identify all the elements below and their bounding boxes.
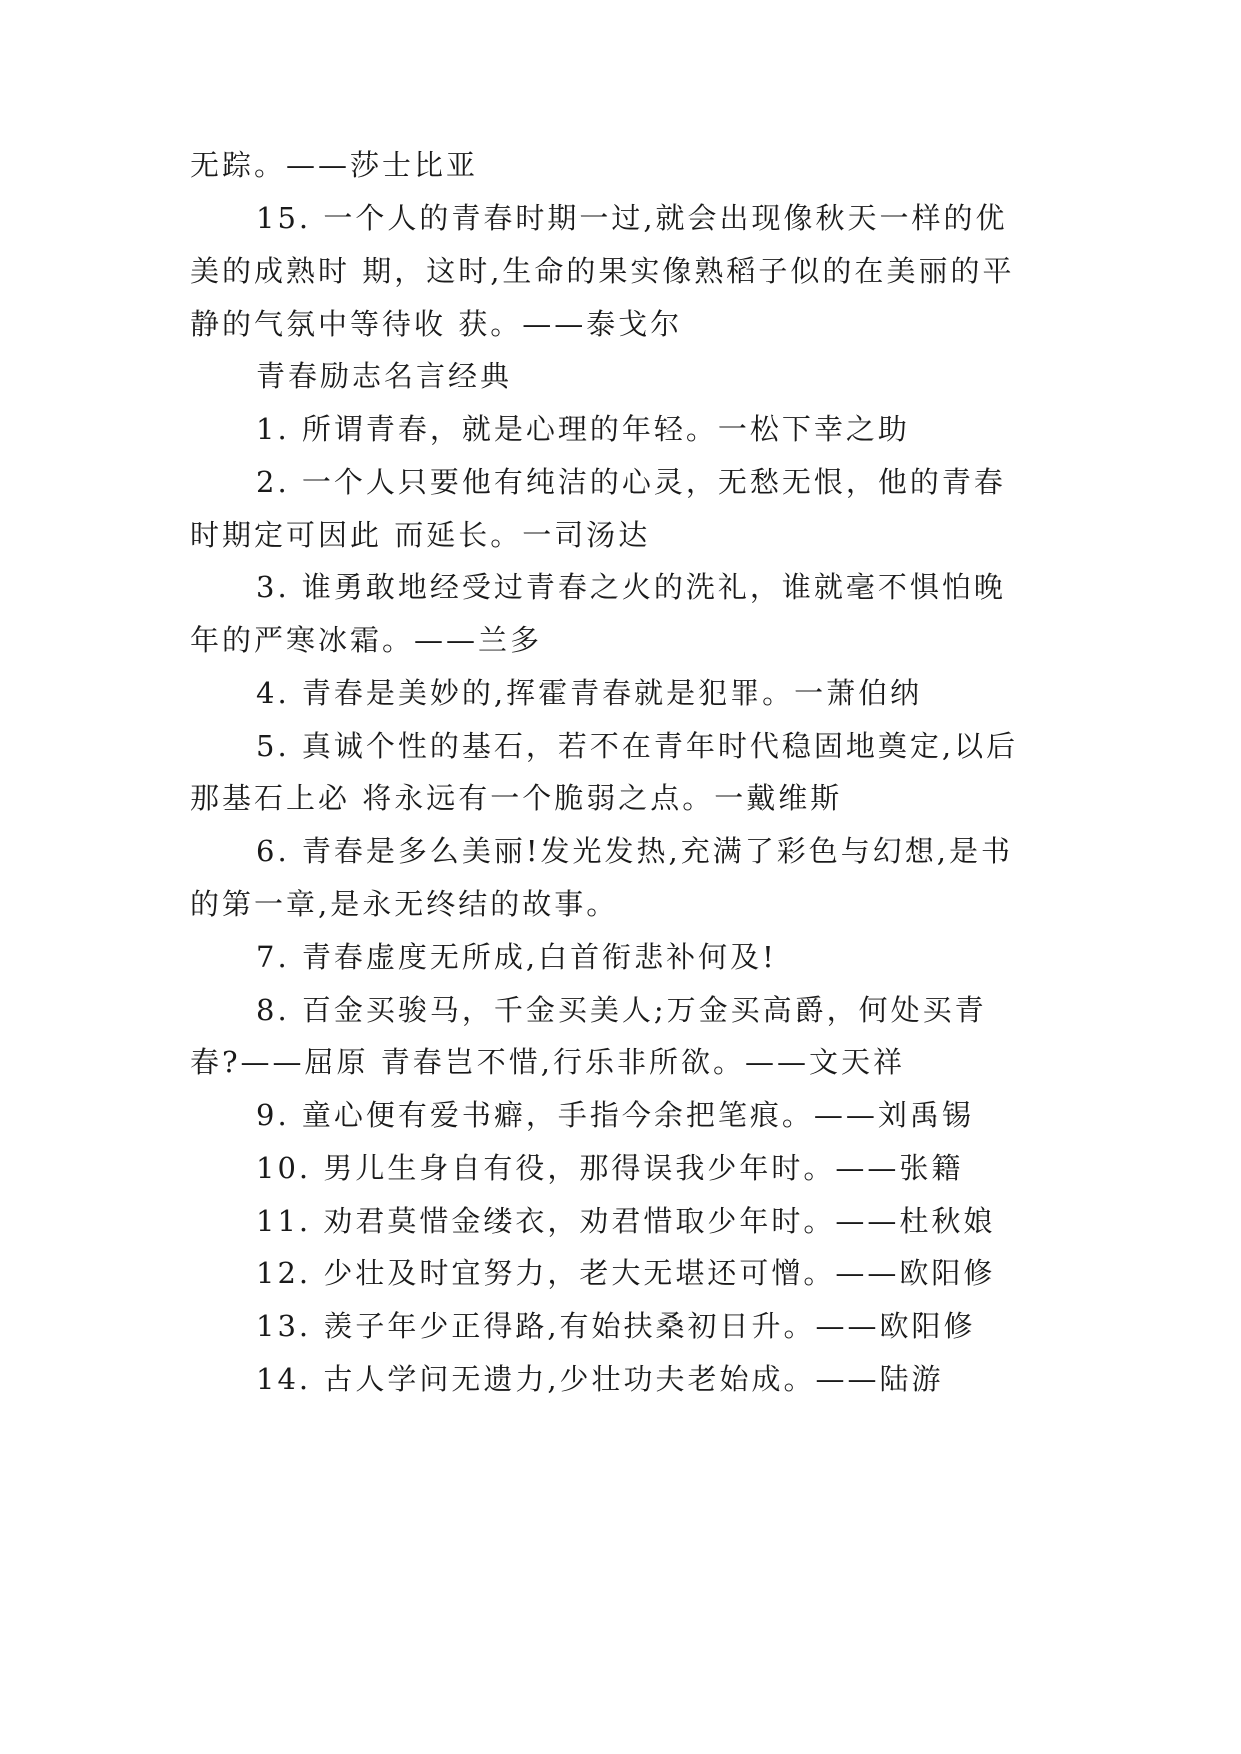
text-line: 4. 青春是美妙的,挥霍青春就是犯罪。一萧伯纳 bbox=[256, 676, 923, 710]
text-line: 9. 童心便有爱书癖，手指今余把笔痕。——刘禹锡 bbox=[256, 1098, 974, 1132]
text-line: 年的严寒冰霜。——兰多 bbox=[190, 623, 543, 657]
text-line: 时期定可因此 而延长。一司汤达 bbox=[190, 518, 651, 552]
text-line: 14. 古人学问无遗力,少壮功夫老始成。——陆游 bbox=[256, 1362, 944, 1396]
text-line: 12. 少壮及时宜努力，老大无堪还可憎。——欧阳修 bbox=[256, 1256, 996, 1290]
text-line: 15. 一个人的青春时期一过,就会出现像秋天一样的优 bbox=[256, 201, 1008, 235]
text-line: 5. 真诚个性的基石，若不在青年时代稳固地奠定,以后 bbox=[256, 729, 1019, 763]
text-line: 美的成熟时 期，这时,生命的果实像熟稻子似的在美丽的平 bbox=[190, 254, 1015, 288]
text-line: 3. 谁勇敢地经受过青春之火的洗礼，谁就毫不惧怕晚 bbox=[256, 570, 1006, 604]
text-line: 7. 青春虚度无所成,白首衔悲补何及! bbox=[256, 940, 777, 974]
text-line: 6. 青春是多么美丽!发光发热,充满了彩色与幻想,是书 bbox=[256, 834, 1013, 868]
text-line: 无踪。——莎士比亚 bbox=[190, 148, 479, 182]
text-line: 11. 劝君莫惜金缕衣，劝君惜取少年时。——杜秋娘 bbox=[256, 1204, 996, 1238]
section-heading: 青春励志名言经典 bbox=[256, 359, 513, 393]
text-line: 春?——屈原 青春岂不惜,行乐非所欲。——文天祥 bbox=[190, 1045, 905, 1079]
text-line: 10. 男儿生身自有役，那得误我少年时。——张籍 bbox=[256, 1151, 964, 1185]
text-line: 1. 所谓青春，就是心理的年轻。一松下幸之助 bbox=[256, 412, 910, 446]
text-line: 8. 百金买骏马，千金买美人;万金买高爵，何处买青 bbox=[256, 993, 987, 1027]
text-line: 那基石上必 将永远有一个脆弱之点。一戴维斯 bbox=[190, 781, 843, 815]
text-line: 的第一章,是永无终结的故事。 bbox=[190, 887, 619, 921]
text-line: 静的气氛中等待收 获。——泰戈尔 bbox=[190, 307, 683, 341]
text-line: 2. 一个人只要他有纯洁的心灵，无愁无恨，他的青春 bbox=[256, 465, 1006, 499]
text-line: 13. 羡子年少正得路,有始扶桑初日升。——欧阳修 bbox=[256, 1309, 976, 1343]
